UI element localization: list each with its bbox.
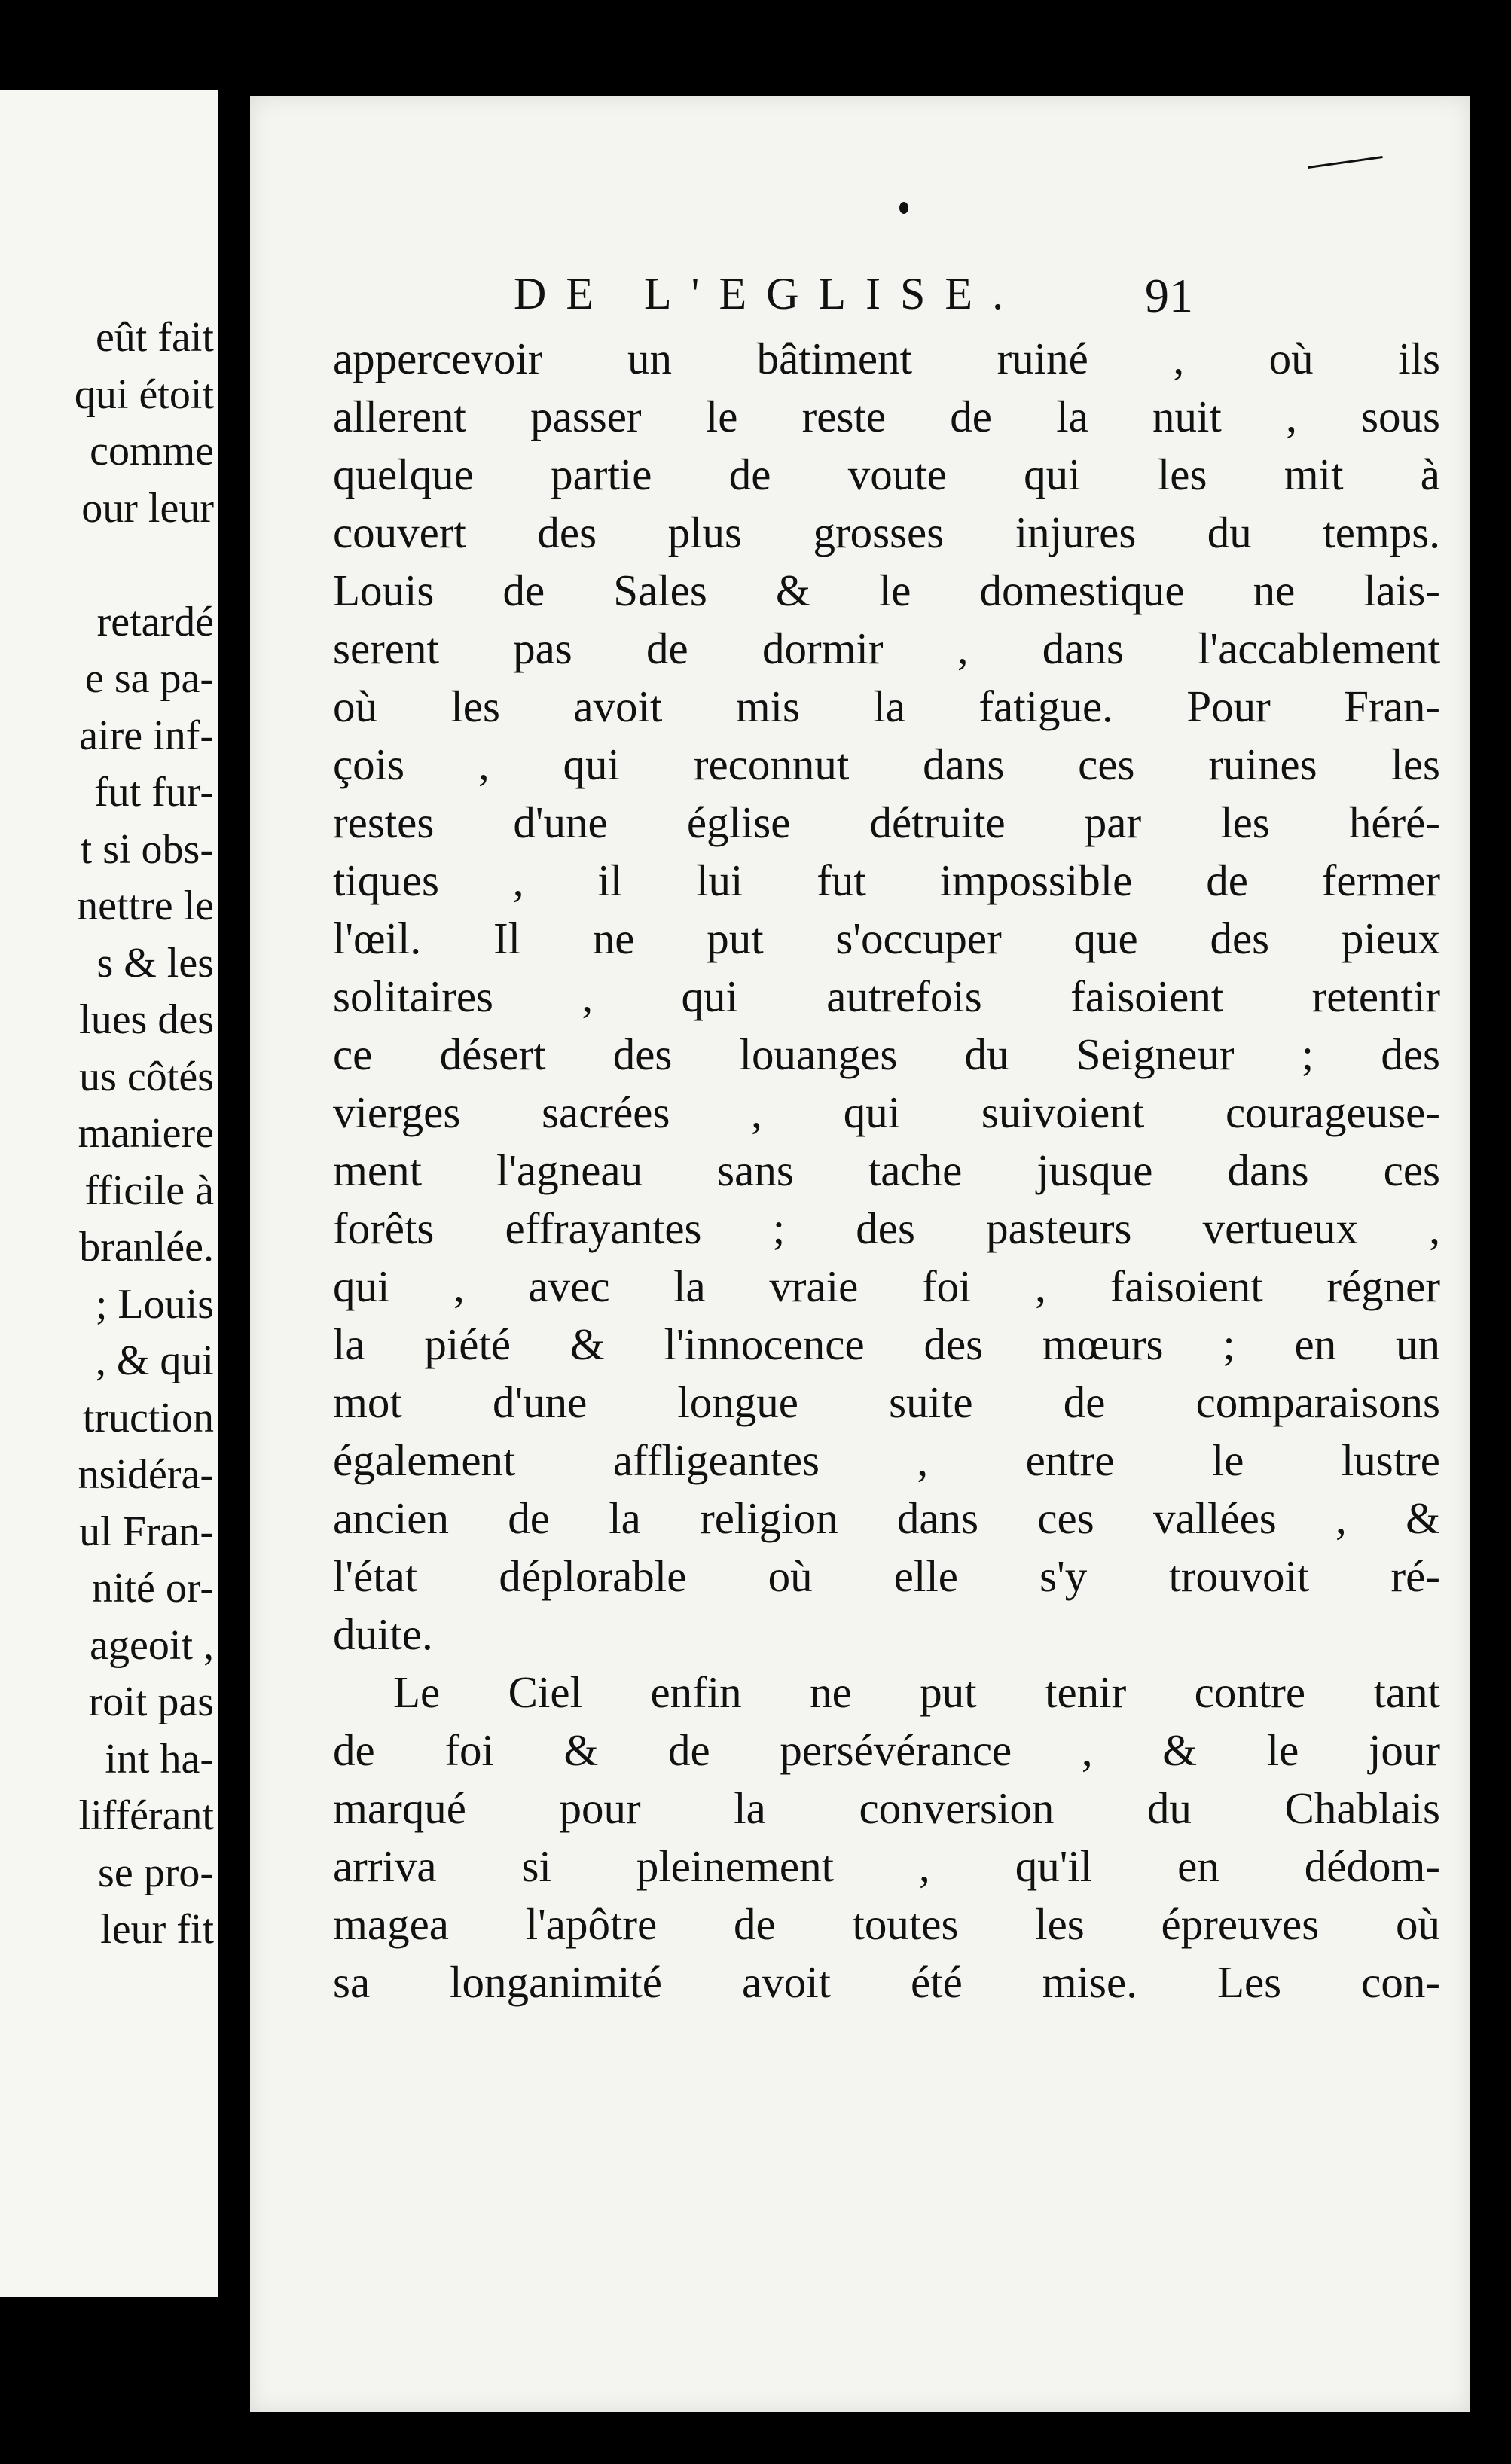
- left-page-line: ageoit ,: [90, 1621, 214, 1669]
- left-page-line: ; Louis: [95, 1280, 214, 1328]
- ink-speck: [1308, 156, 1382, 169]
- left-page-line: eût fait: [95, 314, 214, 361]
- body-text: [333, 330, 1440, 2011]
- text-line: çois , qui reconnut dans ces ruines les: [333, 740, 1440, 789]
- left-page-line: retardé: [96, 598, 214, 645]
- text-line: allerent passer le reste de la nuit , sous: [333, 392, 1440, 441]
- text-line: également affligeantes , entre le lustre: [333, 1435, 1440, 1485]
- text-line: mot d'une longue suite de comparaisons: [333, 1377, 1440, 1427]
- left-page-fragment: [0, 90, 218, 2297]
- text-line: Louis de Sales & le domestique ne lais-: [333, 566, 1440, 615]
- text-line: arriva si pleinement , qu'il en dédom-: [333, 1841, 1440, 1891]
- text-line: ce désert des louanges du Seigneur ; des: [333, 1029, 1440, 1079]
- left-page-line: lues des: [79, 996, 214, 1043]
- text-line: vierges sacrées , qui suivoient courageuse-: [333, 1087, 1440, 1137]
- text-line: duite.: [333, 1609, 433, 1659]
- text-line: sa longanimité avoit été mise. Les con-: [333, 1957, 1440, 2007]
- book-page: [250, 96, 1470, 2412]
- text-line: ancien de la religion dans ces vallées , &: [333, 1493, 1440, 1543]
- text-line: l'œil. Il ne put s'occuper que des pieux: [333, 913, 1440, 963]
- text-line: de foi & de persévérance , & le jour: [333, 1725, 1440, 1775]
- left-page-line: aire inf-: [79, 712, 214, 759]
- running-head: [250, 268, 1470, 336]
- left-page-line: nsidéra-: [78, 1451, 214, 1498]
- text-line: ment l'agneau sans tache jusque dans ces: [333, 1145, 1440, 1195]
- left-page-line: maniere: [78, 1110, 214, 1157]
- left-page-line: int ha-: [105, 1735, 214, 1782]
- text-line: serent pas de dormir , dans l'accablement: [333, 624, 1440, 673]
- text-line: quelque partie de voute qui les mit à: [333, 450, 1440, 499]
- left-page-line: qui étoit: [74, 371, 214, 418]
- text-line: appercevoir un bâtiment ruiné , où ils: [333, 334, 1440, 383]
- left-page-line: our leur: [81, 484, 214, 532]
- left-page-line: roit pas: [88, 1679, 214, 1725]
- left-page-line: comme: [90, 428, 214, 474]
- left-page-line: fficile à: [84, 1166, 214, 1214]
- left-page-line: leur fit: [100, 1906, 214, 1953]
- text-line: magea l'apôtre de toutes les épreuves où: [333, 1899, 1440, 1949]
- left-page-line: lifférant: [78, 1792, 214, 1839]
- left-page-line: us côtés: [79, 1053, 214, 1100]
- text-line: forêts effrayantes ; des pasteurs vertueux ,: [333, 1203, 1440, 1253]
- ink-speck: [899, 202, 908, 214]
- text-line: couvert des plus grosses injures du temps.: [333, 508, 1440, 557]
- left-page-line: nettre le: [77, 883, 214, 929]
- text-line: la piété & l'innocence des mœurs ; en un: [333, 1319, 1440, 1369]
- left-page-line: fut fur-: [93, 769, 214, 816]
- left-page-line: se pro-: [98, 1849, 214, 1896]
- page-number: 91: [1145, 269, 1193, 322]
- text-line: qui , avec la vraie foi , faisoient régner: [333, 1261, 1440, 1311]
- left-page-line: s & les: [96, 939, 214, 987]
- left-page-line: , & qui: [95, 1337, 214, 1384]
- left-page-line: nité or-: [91, 1565, 214, 1612]
- running-head-title: DE L'EGLISE.: [514, 269, 1024, 319]
- text-line: solitaires , qui autrefois faisoient retentir: [333, 971, 1440, 1021]
- left-page-line: branlée.: [79, 1224, 214, 1270]
- text-line: marqué pour la conversion du Chablais: [333, 1783, 1440, 1833]
- text-line: restes d'une église détruite par les héré-: [333, 797, 1440, 847]
- text-line: l'état déplorable où elle s'y trouvoit ré-: [333, 1551, 1440, 1601]
- left-page-line: truction: [82, 1394, 214, 1441]
- left-page-line: t si obs-: [80, 825, 214, 873]
- left-page-line: e sa pa-: [84, 655, 214, 702]
- text-line: où les avoit mis la fatigue. Pour Fran-: [333, 682, 1440, 731]
- text-line: Le Ciel enfin ne put tenir contre tant: [393, 1667, 1440, 1717]
- left-page-line: ul Fran-: [79, 1508, 214, 1555]
- text-line: tiques , il lui fut impossible de fermer: [333, 855, 1440, 905]
